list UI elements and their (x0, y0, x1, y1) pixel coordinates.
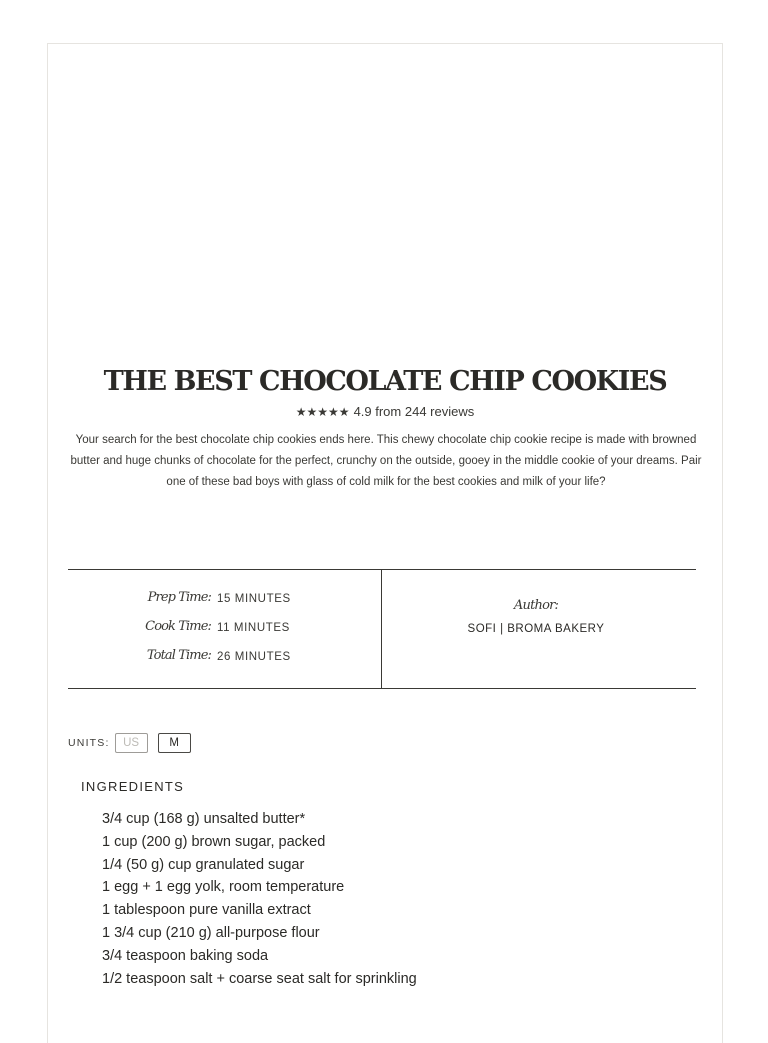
cook-time-value: 11 MINUTES (217, 622, 290, 634)
units-toggle (68, 732, 201, 754)
total-time-value: 26 MINUTES (217, 651, 291, 663)
prep-time-label: Prep Time: (147, 590, 211, 605)
ingredient-item: 1/2 teaspoon salt + coarse seat salt for sprinkling (102, 970, 417, 987)
cook-time-label: Cook Time: (145, 619, 211, 634)
ingredient-item: 3/4 cup (168 g) unsalted butter* (102, 811, 306, 827)
ingredient-item: 1 cup (200 g) brown sugar, packed (102, 833, 326, 850)
author-block (382, 598, 696, 635)
rating-text: 4.9 from 244 reviews (353, 404, 475, 419)
ingredient-item: 3/4 teaspoon baking soda (102, 947, 269, 964)
author-label: Author: (513, 598, 559, 613)
ingredients-heading: INGREDIENTS (81, 779, 185, 794)
unit-us-button[interactable]: US (115, 733, 148, 753)
recipe-image-area (48, 44, 722, 364)
recipe-card (47, 43, 723, 1043)
unit-metric-button[interactable]: M (158, 733, 191, 753)
recipe-title: THE BEST CHOCOLATE CHIP COOKIES (103, 366, 667, 397)
author-name: SOFI | BROMA BAKERY (467, 623, 605, 635)
ingredient-item: 1/4 (50 g) cup granulated sugar (102, 856, 305, 873)
total-time-row (68, 644, 381, 673)
total-time-label: Total Time: (146, 648, 211, 663)
ingredients-list (102, 808, 417, 990)
recipe-description: Your search for the best chocolate chip cookies ends here. This chewy chocolate chip cookie recipe is made with browned butter and huge chunks of chocolate for the perfect, crunchy on the outside, gooey in the middle cookie of your dreams. Pair one of these bad boys with glass of cold milk for the best cookies and milk of your life? (70, 434, 702, 488)
recipe-rating[interactable] (48, 404, 722, 419)
rating-stars-icon: ★★★★★ (295, 405, 350, 419)
ingredient-item: 1 3/4 cup (210 g) all-purpose flour (102, 924, 320, 941)
units-label: UNITS: (68, 737, 110, 749)
prep-time-value: 15 MINUTES (217, 593, 291, 605)
ingredient-item: 1 tablespoon pure vanilla extract (102, 902, 311, 919)
prep-time-row (68, 586, 381, 615)
recipe-times (68, 586, 381, 673)
cook-time-row (68, 615, 381, 644)
recipe-meta-box (68, 569, 696, 689)
ingredient-item: 1 egg + 1 egg yolk, room temperature (102, 879, 345, 896)
